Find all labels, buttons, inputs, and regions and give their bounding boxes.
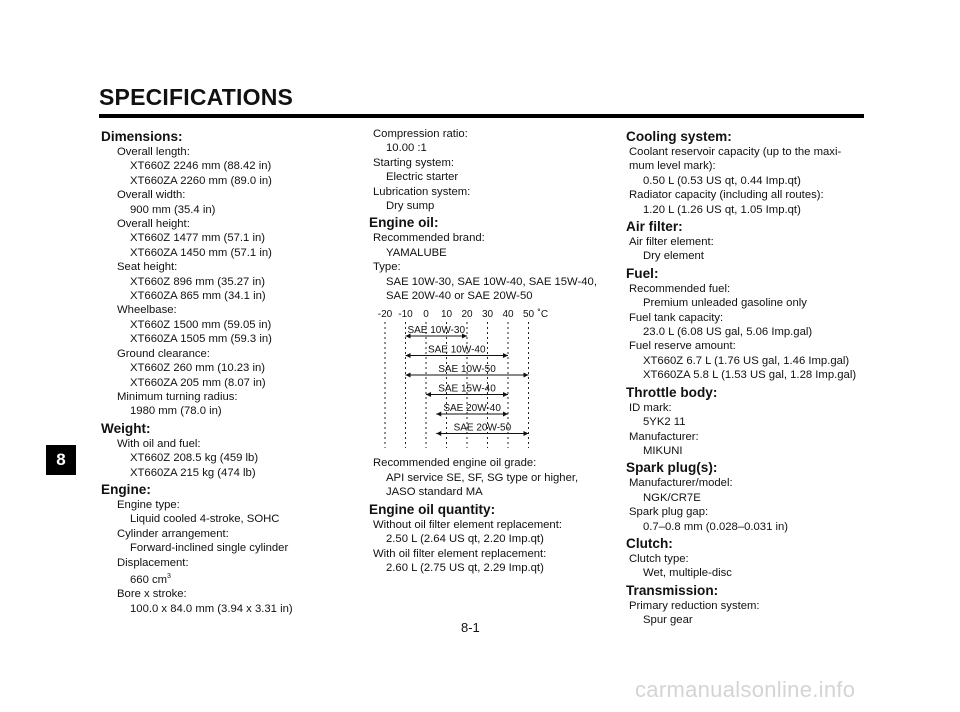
label-fuel-reserve: Fuel reserve amount: [629, 340, 736, 353]
value-length-z: XT660Z 2246 mm (88.42 in) [130, 160, 272, 173]
grade-arrow-right [503, 392, 508, 397]
value-ground-za: XT660ZA 205 mm (8.07 in) [130, 376, 266, 389]
label-manufacturer: Manufacturer: [629, 430, 699, 443]
label-overall-width: Overall width: [117, 189, 186, 202]
value-weight-z: XT660Z 208.5 kg (459 lb) [130, 452, 259, 465]
value-id-mark: 5YK2 11 [643, 416, 686, 429]
label-rec-fuel: Recommended fuel: [629, 282, 731, 295]
value-cyl-arrangement: Forward-inclined single cylinder [130, 542, 289, 555]
temp-label: -20 [377, 309, 393, 321]
label-spark-gap: Spark plug gap: [629, 506, 709, 519]
grade-label: SAE 20W-40 [443, 403, 501, 415]
label-id-mark: ID mark: [629, 401, 672, 414]
temp-unit: ˚C [537, 309, 549, 321]
heading-engine: Engine: [101, 481, 151, 497]
value-length-za: XT660ZA 2260 mm (89.0 in) [130, 174, 272, 187]
label-spark-mfr: Manufacturer/model: [629, 477, 733, 490]
grade-label: SAE 15W-40 [438, 383, 496, 395]
label-with-filter: With oil filter element replacement: [373, 547, 547, 560]
value-weight-za: XT660ZA 215 kg (474 lb) [130, 466, 256, 479]
value-type-2: SAE 20W-40 or SAE 20W-50 [386, 290, 533, 303]
label-with-oil-fuel: With oil and fuel: [117, 437, 201, 450]
label-air-filter-element: Air filter element: [629, 236, 714, 249]
heading-weight: Weight: [101, 420, 151, 436]
heading-cooling: Cooling system: [626, 129, 732, 144]
label-type: Type: [373, 261, 401, 274]
grade-arrow-right [503, 412, 508, 417]
column-2 [369, 127, 609, 575]
column-3 [626, 127, 866, 628]
label-starting: Starting system: [373, 156, 454, 169]
label-min-turning: Minimum turning radius: [117, 390, 238, 403]
page-title: SPECIFICATIONS [99, 84, 294, 110]
value-starting: Electric starter [386, 171, 459, 184]
value-bore-stroke: 100.0 x 84.0 mm (3.94 x 3.31 in) [130, 602, 293, 615]
grade-arrow-left [436, 431, 441, 436]
label-overall-length: Overall length: [117, 146, 190, 158]
value-reserve-z: XT660Z 6.7 L (1.76 US gal, 1.46 Imp.gal) [643, 354, 850, 367]
value-seat-za: XT660ZA 865 mm (34.1 in) [130, 290, 266, 303]
value-without-filter: 2.50 L (2.64 US qt, 2.20 Imp.qt) [386, 533, 544, 546]
watermark: carmanualsonline.info [635, 677, 856, 702]
label-without-filter: Without oil filter element replacement: [373, 518, 562, 531]
temp-label: 50 [522, 309, 535, 321]
value-width: 900 mm (35.4 in) [130, 203, 216, 216]
value-primary-reduction: Spur gear [643, 614, 693, 627]
oil-chart-svg [369, 306, 609, 452]
displacement-number: 660 cm [130, 573, 168, 586]
grade-label: SAE 20W-50 [453, 422, 512, 434]
displacement-sup: 3 [167, 572, 171, 580]
label-compression: Compression ratio: [373, 128, 468, 140]
value-reserve-za: XT660ZA 5.8 L (1.53 US gal, 1.28 Imp.gal) [643, 369, 857, 382]
temp-label: -10 [398, 309, 413, 321]
temp-label: 30 [481, 309, 494, 321]
value-engine-type: Liquid cooled 4-stroke, SOHC [130, 513, 280, 526]
label-radiator: Radiator capacity (including all routes): [629, 189, 824, 202]
label-coolant-reservoir-2: mum level mark): [629, 160, 716, 173]
temp-label: 10 [440, 309, 453, 321]
label-ground-clearance: Ground clearance: [117, 347, 210, 360]
grade-label: SAE 10W-40 [427, 344, 486, 356]
value-with-filter: 2.60 L (2.75 US qt, 2.29 Imp.qt) [386, 561, 544, 574]
label-overall-height: Overall height: [117, 218, 190, 231]
grade-arrow-right [524, 373, 529, 378]
value-lubrication: Dry sump [386, 200, 435, 213]
label-cyl-arrangement: Cylinder arrangement: [117, 527, 229, 540]
grade-arrow-left [406, 373, 411, 378]
heading-transmission: Transmission: [626, 582, 719, 598]
title-rule [99, 114, 864, 118]
label-primary-reduction: Primary reduction system: [629, 599, 760, 612]
grade-arrow-right [503, 353, 508, 358]
oil-viscosity-chart [369, 306, 609, 452]
heading-air-filter: Air filter: [626, 219, 683, 235]
section-tab: 8 [46, 445, 76, 475]
value-coolant-reservoir: 0.50 L (0.53 US qt, 0.44 Imp.qt) [643, 174, 801, 187]
grade-arrow-right [524, 431, 529, 436]
grade-arrow-left [406, 353, 411, 358]
grade-arrow-left [426, 392, 431, 397]
value-radiator: 1.20 L (1.26 US qt, 1.05 Imp.qt) [643, 203, 801, 216]
value-height-za: XT660ZA 1450 mm (57.1 in) [130, 246, 272, 259]
value-spark-mfr: NGK/CR7E [643, 491, 701, 504]
heading-throttle-body: Throttle body: [626, 384, 718, 400]
grade-arrow-left [436, 412, 441, 417]
label-rec-grade: Recommended engine oil grade: [373, 457, 537, 470]
label-coolant-reservoir-1: Coolant reservoir capacity (up to the maxi- [629, 146, 842, 158]
grade-label: SAE 10W-30 [407, 325, 466, 337]
value-wheelbase-za: XT660ZA 1505 mm (59.3 in) [130, 333, 272, 346]
label-lubrication: Lubrication system: [373, 185, 471, 198]
column-1 [101, 127, 351, 616]
value-ground-z: XT660Z 260 mm (10.23 in) [130, 362, 265, 375]
heading-fuel: Fuel: [626, 265, 659, 281]
value-type-1: SAE 10W-30, SAE 10W-40, SAE 15W-40, [386, 275, 597, 288]
temp-label: 0 [423, 309, 429, 321]
label-engine-type: Engine type: [117, 498, 180, 511]
label-displacement: Displacement: [117, 556, 189, 569]
temp-label: 40 [502, 309, 514, 321]
value-rec-brand: YAMALUBE [386, 246, 447, 259]
temp-label: 20 [461, 309, 473, 321]
heading-spark-plugs: Spark plug(s): [626, 460, 718, 476]
value-displacement [101, 570, 351, 587]
value-rec-fuel: Premium unleaded gasoline only [643, 297, 807, 310]
page-number: 8-1 [461, 620, 480, 635]
heading-dimensions: Dimensions: [101, 129, 183, 144]
label-rec-brand: Recommended brand: [373, 232, 485, 245]
value-spark-gap: 0.7–0.8 mm (0.028–0.031 in) [643, 520, 789, 533]
value-rec-grade-1: API service SE, SF, SG type or higher, [386, 471, 579, 484]
value-min-turning: 1980 mm (78.0 in) [130, 405, 222, 418]
value-wheelbase-z: XT660Z 1500 mm (59.05 in) [130, 318, 272, 331]
label-wheelbase: Wheelbase: [117, 304, 177, 317]
heading-oil-quantity: Engine oil quantity: [369, 501, 496, 517]
label-clutch-type: Clutch type: [629, 552, 689, 565]
value-tank-capacity: 23.0 L (6.08 US gal, 5.06 Imp.gal) [643, 326, 813, 339]
heading-engine-oil: Engine oil: [369, 215, 439, 231]
heading-clutch: Clutch: [626, 535, 673, 551]
label-bore-stroke: Bore x stroke: [117, 588, 187, 601]
value-rec-grade-2: JASO standard MA [386, 486, 483, 499]
grade-label: SAE 10W-50 [438, 364, 496, 376]
value-manufacturer: MIKUNI [643, 444, 683, 457]
value-compression: 10.00 :1 [386, 142, 427, 155]
value-clutch-type: Wet, multiple-disc [643, 567, 732, 580]
label-seat-height: Seat height: [117, 261, 178, 274]
label-tank-capacity: Fuel tank capacity: [629, 311, 724, 324]
value-seat-z: XT660Z 896 mm (35.27 in) [130, 275, 265, 288]
value-height-z: XT660Z 1477 mm (57.1 in) [130, 232, 265, 245]
value-air-filter-element: Dry element [643, 250, 704, 263]
